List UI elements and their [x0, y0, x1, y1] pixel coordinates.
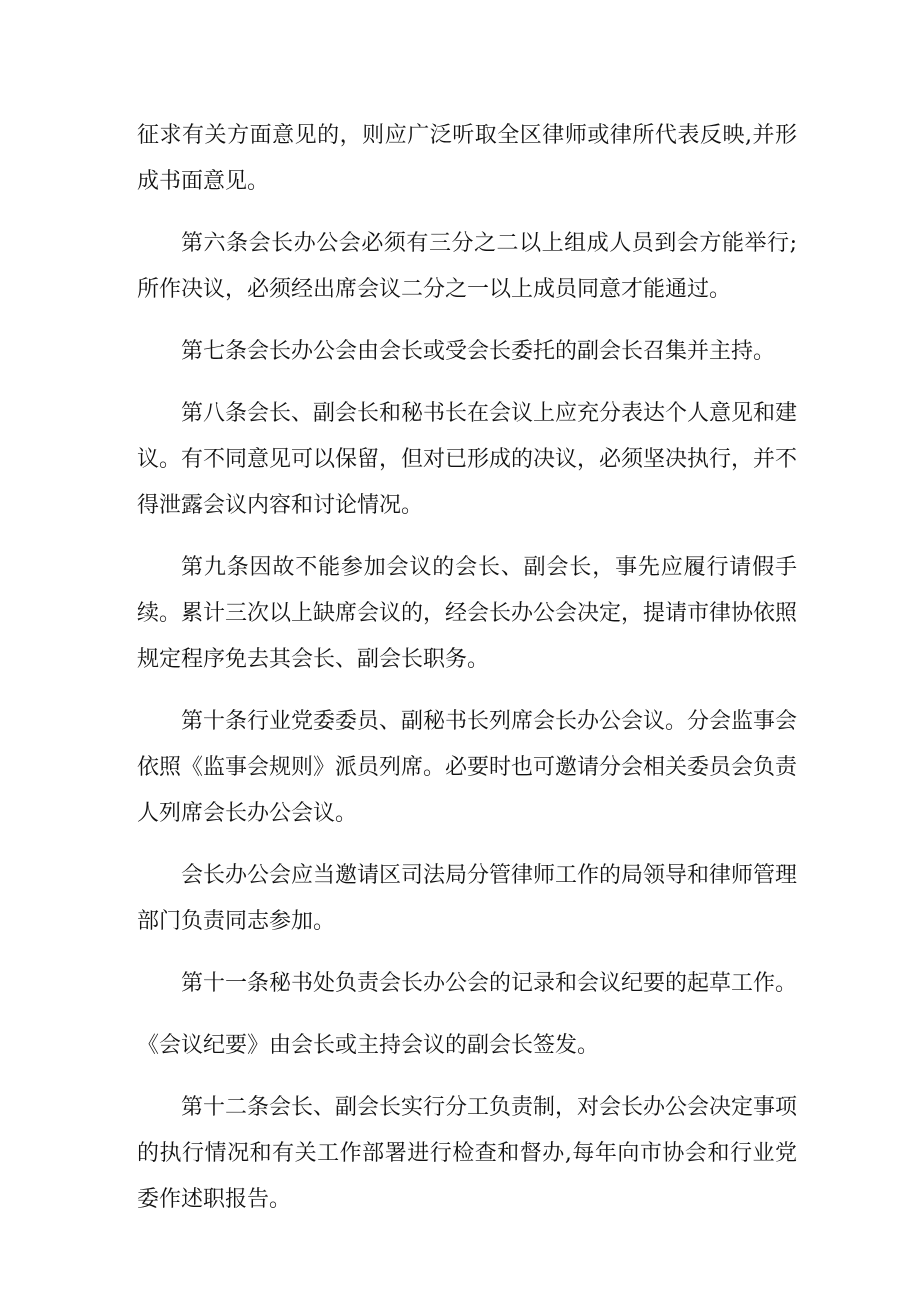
paragraph-article-10: 第十条行业党委委员、副秘书长列席会长办公会议。分会监事会依照《监事会规则》派员列席。必要时也可邀请分会相关委员会负责人列席会长办公会议。: [137, 709, 798, 826]
paragraph-article-12: 第十二条会长、副会长实行分工负责制，对会长办公会决定事项的执行情况和有关工作部署进行检查和督办,每年向市协会和行业党委作述职报告。: [137, 1095, 798, 1212]
paragraph-invitation: 会长办公会应当邀请区司法局分管律师工作的局领导和律师管理部门负责同志参加。: [137, 863, 798, 934]
paragraph-article-11: 第十一条秘书处负责会长办公会的记录和会议纪要的起草工作。: [181, 971, 798, 996]
paragraph-1: 征求有关方面意见的，则应广泛听取全区律师或律所代表反映,并形成书面意见。: [137, 123, 797, 194]
paragraph-article-7: 第七条会长办公会由会长或受会长委托的副会长召集并主持。: [181, 339, 776, 364]
paragraph-minutes-signoff: 《会议纪要》由会长或主持会议的副会长签发。: [137, 1033, 600, 1058]
paragraph-article-9: 第九条因故不能参加会议的会长、副会长，事先应履行请假手续。累计三次以上缺席会议的，经会长办公会决定，提请市律协依照规定程序免去其会长、副会长职务。: [137, 555, 798, 672]
paragraph-article-8: 第八条会长、副会长和秘书长在会议上应充分表达个人意见和建议。有不同意见可以保留，但对已形成的决议，必须坚决执行，并不得泄露会议内容和讨论情况。: [137, 401, 798, 518]
document-body: [137, 113, 797, 1239]
paragraph-article-6: 第六条会长办公会必须有三分之二以上组成人员到会方能举行;所作决议，必须经出席会议二分之一以上成员同意才能通过。: [137, 231, 797, 302]
